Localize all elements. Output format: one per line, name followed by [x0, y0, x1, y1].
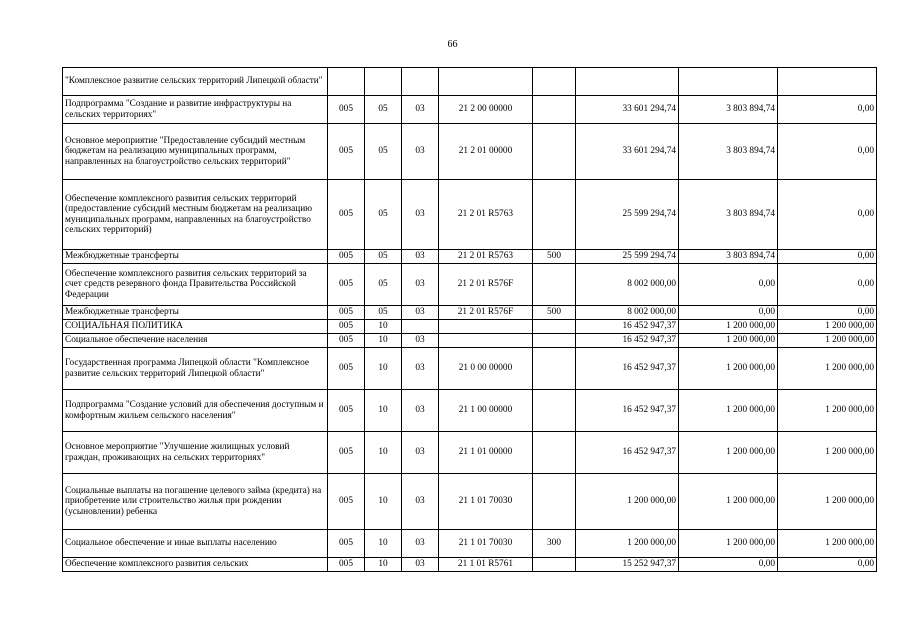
row-subsection-code: 03 — [402, 432, 439, 474]
row-expense-type-code — [533, 432, 576, 474]
row-target-article-code: 21 1 01 00000 — [439, 432, 533, 474]
row-ved-code: 005 — [328, 334, 365, 348]
row-amount-1: 33 601 294,74 — [576, 124, 679, 180]
row-expense-type-code — [533, 124, 576, 180]
row-target-article-code: 21 2 01 R576F — [439, 306, 533, 320]
row-expense-type-code — [533, 264, 576, 306]
row-amount-3: 0,00 — [778, 558, 877, 572]
row-amount-1: 16 452 947,37 — [576, 320, 679, 334]
row-subsection-code: 03 — [402, 124, 439, 180]
row-subsection-code — [402, 68, 439, 96]
row-expense-type-code: 500 — [533, 306, 576, 320]
row-expense-type-code — [533, 68, 576, 96]
row-section-code: 10 — [365, 530, 402, 558]
row-section-code: 05 — [365, 250, 402, 264]
row-description: СОЦИАЛЬНАЯ ПОЛИТИКА — [63, 320, 328, 334]
row-ved-code: 005 — [328, 390, 365, 432]
row-subsection-code: 03 — [402, 390, 439, 432]
table-row — [63, 180, 877, 250]
table-row — [63, 124, 877, 180]
row-expense-type-code — [533, 474, 576, 530]
table-row — [63, 264, 877, 306]
row-subsection-code: 03 — [402, 180, 439, 250]
row-amount-3: 1 200 000,00 — [778, 320, 877, 334]
row-subsection-code: 03 — [402, 530, 439, 558]
row-amount-1: 8 002 000,00 — [576, 306, 679, 320]
row-amount-2: 3 803 894,74 — [679, 124, 778, 180]
row-description: Основное мероприятие "Улучшение жилищных условий граждан, проживающих на сельских территориях" — [63, 432, 328, 474]
row-subsection-code: 03 — [402, 348, 439, 390]
row-description: Социальное обеспечение населения — [63, 334, 328, 348]
table-row — [63, 558, 877, 572]
row-amount-1: 1 200 000,00 — [576, 474, 679, 530]
row-subsection-code: 03 — [402, 306, 439, 320]
row-section-code: 05 — [365, 306, 402, 320]
row-amount-2: 3 803 894,74 — [679, 250, 778, 264]
page-number: 66 — [447, 39, 458, 50]
row-amount-3: 1 200 000,00 — [778, 390, 877, 432]
row-description: Межбюджетные трансферты — [63, 306, 328, 320]
row-ved-code: 005 — [328, 558, 365, 572]
row-target-article-code: 21 2 01 R5763 — [439, 250, 533, 264]
row-amount-1: 16 452 947,37 — [576, 432, 679, 474]
row-amount-3: 0,00 — [778, 250, 877, 264]
row-section-code: 10 — [365, 348, 402, 390]
row-section-code: 05 — [365, 264, 402, 306]
table-row — [63, 306, 877, 320]
row-expense-type-code — [533, 96, 576, 124]
table-row — [63, 320, 877, 334]
row-amount-1: 25 599 294,74 — [576, 180, 679, 250]
row-ved-code: 005 — [328, 250, 365, 264]
table-row — [63, 334, 877, 348]
row-subsection-code: 03 — [402, 558, 439, 572]
table-row — [63, 390, 877, 432]
row-amount-3: 0,00 — [778, 180, 877, 250]
row-section-code: 10 — [365, 320, 402, 334]
row-amount-2: 1 200 000,00 — [679, 348, 778, 390]
budget-table — [62, 67, 877, 572]
row-subsection-code: 03 — [402, 264, 439, 306]
table-row — [63, 530, 877, 558]
row-description: Основное мероприятие "Предоставление субсидий местным бюджетам на реализацию муниципальных программ, направленных на благоустройство сельских территорий" — [63, 124, 328, 180]
row-target-article-code: 21 2 00 00000 — [439, 96, 533, 124]
row-description: Государственная программа Липецкой области "Комплексное развитие сельских территорий Липецкой области" — [63, 348, 328, 390]
row-section-code: 10 — [365, 390, 402, 432]
row-subsection-code: 03 — [402, 250, 439, 264]
row-target-article-code: 21 1 00 00000 — [439, 390, 533, 432]
row-amount-3: 0,00 — [778, 306, 877, 320]
row-amount-1: 16 452 947,37 — [576, 348, 679, 390]
row-amount-3: 0,00 — [778, 96, 877, 124]
table-row — [63, 250, 877, 264]
table-row — [63, 348, 877, 390]
row-expense-type-code — [533, 558, 576, 572]
row-target-article-code: 21 2 01 R5763 — [439, 180, 533, 250]
row-ved-code: 005 — [328, 306, 365, 320]
row-expense-type-code: 500 — [533, 250, 576, 264]
row-description: Подпрограмма "Создание условий для обеспечения доступным и комфортным жильем сельского населения" — [63, 390, 328, 432]
row-amount-2: 1 200 000,00 — [679, 334, 778, 348]
table-row — [63, 432, 877, 474]
row-expense-type-code — [533, 390, 576, 432]
row-expense-type-code — [533, 334, 576, 348]
row-amount-1: 1 200 000,00 — [576, 530, 679, 558]
row-amount-1: 8 002 000,00 — [576, 264, 679, 306]
row-amount-2: 0,00 — [679, 264, 778, 306]
row-section-code: 05 — [365, 180, 402, 250]
row-amount-2: 1 200 000,00 — [679, 390, 778, 432]
table-row — [63, 474, 877, 530]
row-amount-2: 1 200 000,00 — [679, 320, 778, 334]
row-amount-1: 16 452 947,37 — [576, 334, 679, 348]
row-amount-2: 3 803 894,74 — [679, 96, 778, 124]
row-subsection-code: 03 — [402, 96, 439, 124]
row-amount-3: 1 200 000,00 — [778, 530, 877, 558]
row-section-code: 10 — [365, 474, 402, 530]
row-amount-2: 1 200 000,00 — [679, 432, 778, 474]
row-amount-1: 25 599 294,74 — [576, 250, 679, 264]
row-target-article-code: 21 2 01 00000 — [439, 124, 533, 180]
row-ved-code: 005 — [328, 530, 365, 558]
row-section-code: 10 — [365, 558, 402, 572]
row-subsection-code — [402, 320, 439, 334]
row-ved-code: 005 — [328, 264, 365, 306]
row-target-article-code — [439, 68, 533, 96]
row-target-article-code: 21 1 01 R5761 — [439, 558, 533, 572]
table-row — [63, 68, 877, 96]
row-amount-3: 0,00 — [778, 124, 877, 180]
row-target-article-code: 21 2 01 R576F — [439, 264, 533, 306]
row-ved-code: 005 — [328, 320, 365, 334]
row-description: Подпрограмма "Создание и развитие инфраструктуры на сельских территориях" — [63, 96, 328, 124]
row-amount-2 — [679, 68, 778, 96]
row-ved-code: 005 — [328, 180, 365, 250]
row-expense-type-code — [533, 320, 576, 334]
row-amount-2: 1 200 000,00 — [679, 530, 778, 558]
row-description: Обеспечение комплексного развития сельских — [63, 558, 328, 572]
table-row — [63, 96, 877, 124]
row-ved-code: 005 — [328, 432, 365, 474]
row-description: Социальное обеспечение и иные выплаты населению — [63, 530, 328, 558]
row-amount-2: 0,00 — [679, 558, 778, 572]
row-amount-3: 1 200 000,00 — [778, 348, 877, 390]
row-target-article-code — [439, 334, 533, 348]
row-section-code: 10 — [365, 432, 402, 474]
row-target-article-code: 21 1 01 70030 — [439, 530, 533, 558]
row-description: Межбюджетные трансферты — [63, 250, 328, 264]
row-amount-2: 1 200 000,00 — [679, 474, 778, 530]
row-section-code: 10 — [365, 334, 402, 348]
row-section-code: 05 — [365, 96, 402, 124]
row-amount-2: 3 803 894,74 — [679, 180, 778, 250]
row-amount-3: 1 200 000,00 — [778, 474, 877, 530]
row-amount-1: 33 601 294,74 — [576, 96, 679, 124]
row-expense-type-code — [533, 180, 576, 250]
row-ved-code: 005 — [328, 474, 365, 530]
row-amount-2: 0,00 — [679, 306, 778, 320]
row-description: Обеспечение комплексного развития сельских территорий (предоставление субсидий местным бюджетам на реализацию муниципальных программ, направленных на благоустройство сельских территорий) — [63, 180, 328, 250]
row-description: Социальные выплаты на погашение целевого займа (кредита) на приобретение или строительство жилья при рождении (усыновлении) ребенка — [63, 474, 328, 530]
table-body — [63, 68, 877, 572]
row-description: "Комплексное развитие сельских территорий Липецкой области" — [63, 68, 328, 96]
row-section-code: 05 — [365, 124, 402, 180]
row-amount-1: 15 252 947,37 — [576, 558, 679, 572]
row-subsection-code: 03 — [402, 334, 439, 348]
row-amount-1 — [576, 68, 679, 96]
row-ved-code — [328, 68, 365, 96]
row-description: Обеспечение комплексного развития сельских территорий за счет средств резервного фонда Правительства Российской Федерации — [63, 264, 328, 306]
row-target-article-code: 21 0 00 00000 — [439, 348, 533, 390]
row-amount-3: 1 200 000,00 — [778, 334, 877, 348]
row-target-article-code: 21 1 01 70030 — [439, 474, 533, 530]
row-expense-type-code — [533, 348, 576, 390]
row-amount-3: 0,00 — [778, 264, 877, 306]
row-amount-1: 16 452 947,37 — [576, 390, 679, 432]
row-subsection-code: 03 — [402, 474, 439, 530]
row-expense-type-code: 300 — [533, 530, 576, 558]
row-section-code — [365, 68, 402, 96]
row-amount-3: 1 200 000,00 — [778, 432, 877, 474]
row-ved-code: 005 — [328, 124, 365, 180]
row-target-article-code — [439, 320, 533, 334]
row-ved-code: 005 — [328, 96, 365, 124]
row-amount-3 — [778, 68, 877, 96]
row-ved-code: 005 — [328, 348, 365, 390]
